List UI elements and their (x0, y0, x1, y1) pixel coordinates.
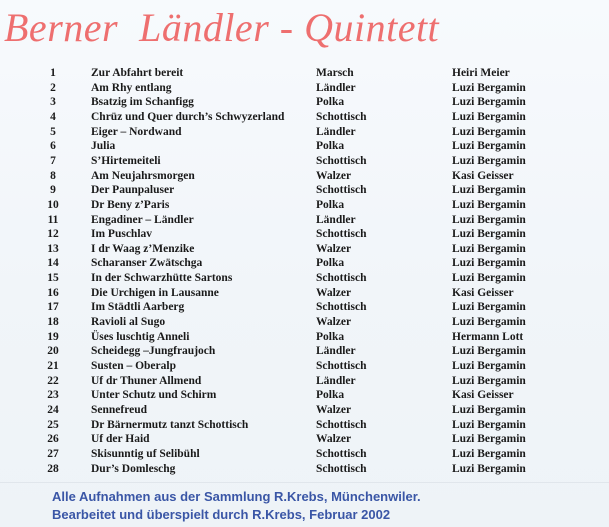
track-title: Üses luschtig Anneli (91, 330, 190, 343)
track-genre: Ländler (316, 345, 356, 358)
track-number: 26 (47, 433, 59, 446)
track-row (0, 242, 609, 256)
track-composer: Luzi Bergamin (452, 81, 526, 94)
track-number: 8 (50, 169, 56, 182)
track-number: 22 (47, 374, 59, 387)
track-title: Dr Beny z’Paris (91, 198, 170, 211)
track-title: Bsatzig im Schanfigg (91, 96, 194, 109)
track-title: Ravioli al Sugo (91, 316, 166, 329)
track-number: 20 (47, 345, 59, 358)
track-composer: Hermann Lott (452, 330, 524, 343)
track-composer: Heiri Meier (452, 67, 510, 79)
album-title: Berner Ländler - Quintett (4, 5, 440, 50)
track-title: Die Urchigen in Lausanne (91, 286, 219, 299)
track-title: Skisunntig uf Selibühl (91, 447, 200, 460)
track-row (0, 447, 609, 461)
track-row (0, 418, 609, 432)
track-genre: Walzer (316, 169, 352, 182)
track-title: Scharanser Zwätschga (91, 257, 203, 270)
track-number: 1 (50, 67, 56, 79)
track-number: 9 (50, 184, 56, 197)
track-row (0, 462, 609, 476)
track-genre: Schottisch (316, 418, 367, 431)
track-genre: Walzer (316, 403, 352, 416)
track-composer: Luzi Bergamin (452, 418, 526, 431)
track-composer: Luzi Bergamin (452, 198, 526, 211)
track-title: In der Schwarzhütte Sartons (91, 272, 233, 285)
track-genre: Schottisch (316, 110, 367, 123)
track-composer: Kasi Geisser (452, 169, 514, 182)
track-row (0, 125, 609, 139)
track-composer: Kasi Geisser (452, 389, 514, 402)
paper-fold-line (0, 482, 609, 483)
track-composer: Luzi Bergamin (452, 272, 526, 285)
track-title: Am Neujahrsmorgen (91, 169, 195, 182)
track-genre: Schottisch (316, 360, 367, 372)
track-number: 10 (47, 198, 59, 211)
track-row (0, 286, 609, 300)
track-row (0, 344, 609, 358)
track-composer: Luzi Bergamin (452, 125, 526, 138)
track-genre: Marsch (316, 67, 354, 79)
track-genre: Polka (316, 257, 345, 270)
track-row (0, 227, 609, 241)
track-composer: Luzi Bergamin (452, 257, 526, 270)
footer-line-2: Bearbeitet und überspielt durch R.Krebs, Februar 2002 (52, 507, 391, 522)
track-row (0, 66, 609, 80)
track-number: 18 (47, 316, 59, 329)
track-number: 14 (47, 257, 59, 270)
track-title: Im Puschlav (91, 228, 153, 241)
track-composer: Luzi Bergamin (452, 447, 526, 460)
track-genre: Schottisch (316, 301, 367, 314)
track-genre: Schottisch (316, 272, 367, 285)
track-number: 16 (47, 286, 59, 299)
track-title: Sennefreud (91, 403, 148, 416)
track-number: 15 (47, 272, 59, 285)
track-number: 19 (47, 330, 59, 343)
track-row (0, 154, 609, 168)
track-composer: Luzi Bergamin (452, 110, 526, 123)
track-number: 3 (50, 96, 56, 109)
track-genre: Schottisch (316, 184, 367, 197)
track-row (0, 359, 609, 373)
track-row (0, 183, 609, 197)
track-title: Dur’s Domleschg (91, 462, 176, 475)
track-row (0, 213, 609, 227)
track-title: Eiger – Nordwand (91, 125, 182, 138)
track-row (0, 300, 609, 314)
track-number: 6 (50, 140, 56, 153)
track-number: 21 (47, 360, 59, 372)
track-number: 17 (47, 301, 59, 314)
track-genre: Polka (316, 140, 345, 153)
track-genre: Walzer (316, 316, 352, 329)
track-number: 23 (47, 389, 59, 402)
track-genre: Schottisch (316, 154, 367, 167)
track-number: 4 (50, 110, 56, 123)
track-number: 13 (47, 242, 59, 255)
track-row (0, 374, 609, 388)
track-composer: Luzi Bergamin (452, 184, 526, 197)
track-title: Uf dr Thuner Allmend (91, 374, 202, 387)
track-row (0, 388, 609, 402)
track-genre: Ländler (316, 81, 356, 94)
track-genre: Schottisch (316, 447, 367, 460)
track-genre: Schottisch (316, 228, 367, 241)
track-row (0, 81, 609, 95)
track-number: 2 (50, 81, 56, 94)
track-title: Engadiner – Ländler (91, 213, 194, 226)
track-title: Scheidegg –Jungfraujoch (91, 345, 216, 358)
track-genre: Ländler (316, 374, 356, 387)
track-row (0, 315, 609, 329)
footer-line-1: Alle Aufnahmen aus der Sammlung R.Krebs, Münchenwiler. (52, 489, 421, 504)
track-row (0, 256, 609, 270)
track-genre: Ländler (316, 213, 356, 226)
track-composer: Luzi Bergamin (452, 360, 526, 372)
track-composer: Luzi Bergamin (452, 242, 526, 255)
track-composer: Luzi Bergamin (452, 433, 526, 446)
track-row (0, 271, 609, 285)
track-genre: Walzer (316, 242, 352, 255)
track-title: Unter Schutz und Schirm (91, 389, 217, 402)
track-number: 25 (47, 418, 59, 431)
track-genre: Ländler (316, 125, 356, 138)
track-number: 11 (47, 213, 59, 226)
track-composer: Luzi Bergamin (452, 345, 526, 358)
track-title: Julia (91, 140, 116, 153)
track-composer: Luzi Bergamin (452, 140, 526, 153)
track-composer: Luzi Bergamin (452, 374, 526, 387)
track-title: Dr Bärnermutz tanzt Schottisch (91, 418, 249, 431)
track-composer: Luzi Bergamin (452, 213, 526, 226)
track-title: Der Paunpaluser (91, 184, 175, 197)
track-number: 5 (50, 125, 56, 138)
track-number: 27 (47, 447, 59, 460)
track-title: Uf der Haid (91, 433, 150, 446)
track-genre: Polka (316, 198, 345, 211)
track-title: I dr Waag z’Menzike (91, 242, 195, 255)
track-genre: Schottisch (316, 462, 367, 475)
track-composer: Luzi Bergamin (452, 316, 526, 329)
track-title: Chrüz und Quer durch’s Schwyzerland (91, 110, 285, 123)
track-row (0, 169, 609, 183)
track-number: 12 (47, 228, 59, 241)
track-composer: Luzi Bergamin (452, 228, 526, 241)
track-number: 24 (47, 403, 59, 416)
track-composer: Luzi Bergamin (452, 301, 526, 314)
track-row (0, 110, 609, 124)
track-number: 28 (47, 462, 59, 475)
track-row (0, 432, 609, 446)
track-genre: Walzer (316, 433, 352, 446)
track-composer: Luzi Bergamin (452, 96, 526, 109)
track-row (0, 95, 609, 109)
track-title: S’Hirtemeiteli (91, 154, 161, 167)
track-title: Im Städtli Aarberg (91, 301, 185, 314)
track-row (0, 330, 609, 344)
track-title: Zur Abfahrt bereit (91, 67, 184, 79)
track-composer: Luzi Bergamin (452, 462, 526, 475)
track-genre: Polka (316, 96, 345, 109)
track-row (0, 198, 609, 212)
track-row (0, 403, 609, 417)
track-title: Susten – Oberalp (91, 360, 176, 372)
track-number: 7 (50, 154, 56, 167)
track-composer: Kasi Geisser (452, 286, 514, 299)
track-genre: Polka (316, 389, 345, 402)
track-composer: Luzi Bergamin (452, 154, 526, 167)
track-row (0, 139, 609, 153)
track-composer: Luzi Bergamin (452, 403, 526, 416)
track-genre: Walzer (316, 286, 352, 299)
track-title: Am Rhy entlang (91, 81, 172, 94)
track-genre: Polka (316, 330, 345, 343)
